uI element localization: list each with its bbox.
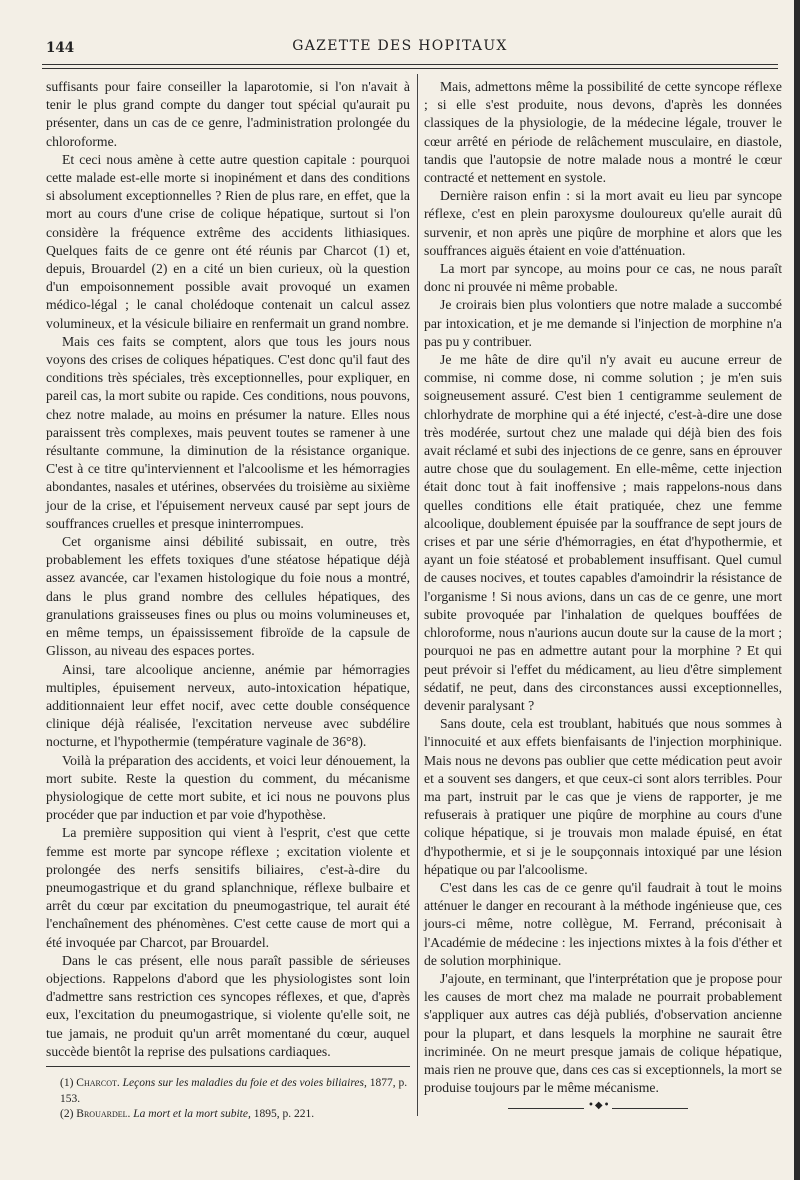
left-column [46,78,410,1061]
right-column [424,78,782,1097]
paragraph: Et ceci nous amène à cette autre question capitale : pourquoi cette malade est-elle morte si inopinément et dans des conditions si absolument exceptionnelles ? Rien de plus rare, en effet, que la mort au cours d'une crise de colique hépatique, surtout si l'on considère la fréquence extrême des accidents lithiasiques. Quelques faits de ce genre ont été réunis par Charcot (1) et, depuis, Brouardel (2) en a cité un bien curieux, où la question d'un empoisonnement possible avait provoqué un examen médico-légal ; le canal cholédoque contenait un calcul assez volumineux, et la vésicule biliaire en renfermait un grand nombre. [46,151,410,331]
paragraph: Sans doute, cela est troublant, habitués que nous sommes à l'innocuité et aux effets bienfaisants de l'injection morphinique. Mais nous ne devons pas oublier que cette médication peut avoir et a souvent ses dangers, et que ceux-ci sont alors terribles. Pour ma part, instruit par le cas que je viens de rapporter, je me refuserais à pratiquer une piqûre de morphine au cours d'une colique hépatique, si je trouvais mon malade épuisé, en état d'hypothermie, et si je le soupçonnais intoxiqué par une lésion hépatique ou par l'alcoolisme. [424,716,782,877]
paragraph: Dans le cas présent, elle nous paraît passible de sérieuses objections. Rappelons d'abord que les physiologistes sont loin d'admettre sans restriction ces syncopes réflexes, et que, d'après eux, l'excitation du pneumogastrique, si violente qu'elle soit, ne tue jamais, ne produit qu'un arrêt momentané du cœur, auquel succède bientôt la reprise des pulsations cardiaques. [46,952,410,1059]
paragraph: Ainsi, tare alcoolique ancienne, anémie par hémorragies multiples, épuisement nerveux, auto-intoxication hépatique, additionnaient leur effet nocif, avec cette double conséquence clinique déjà réalisée, l'excitation nerveuse avec subdélire nocturne, et l'hypothermie (température vaginale de 36°8). [46,661,410,750]
footnote-title: La mort et la mort subite, [133,1108,251,1120]
running-title: GAZETTE DES HOPITAUX [292,38,508,54]
footnote-rest: 1895, p. 221. [253,1108,315,1120]
paragraph: Mais, admettons même la possibilité de cette syncope réflexe ; si elle s'est produite, nous devons, d'après les données classiques de la physiologie, de la médecine légale, trouver le cœur arrêté en période de relâchement musculaire, en diastole, tandis que l'autopsie de notre malade nous a montré le cœur contracté et nettement en systole. [424,79,782,186]
paragraph: Mais ces faits se comptent, alors que tous les jours nous voyons des crises de coliques hépatiques. C'est donc qu'il faut des conditions très spéciales, très exceptionnelles, pour expliquer, en pareil cas, la mort subite ou rapide. Ces conditions, nous pouvons, chez notre malade, au moins en présumer la nature. Elles nous paraissent très complexes, mais peuvent toutes se ramener à une résultante commune, la diminution de la résistance organique. C'est à ce titre qu'interviennent et l'alcoolisme et les hémorragies abondantes, nasales et utérines, observées du troisième au sixième jour de la crise, et l'épuisement nerveux causé par sept jours de souffrances cruelles et presque ininterrompues. [46,333,410,531]
paragraph: Voilà la préparation des accidents, et voici leur dénouement, la mort subite. Reste la question du comment, du mécanisme physiologique de cette mort subite, et ici nous ne pouvons plus procéder que par induction et par voie d'hypothèse. [46,752,410,823]
footnote-1 [60,1076,410,1107]
paragraph: La mort par syncope, au moins pour ce cas, ne nous paraît donc ni prouvée ni même probable. [424,261,782,295]
header-rule-thick [42,64,778,65]
end-ornament [508,1100,688,1114]
footnote-number: (2) [60,1108,74,1120]
paragraph: Dernière raison enfin : si la mort avait eu lieu par syncope réflexe, c'est en plein paroxysme douloureux qu'elle aurait dû survenir, et non après une piqûre de morphine et alors que les souffrances aiguës étaient en voie d'atténuation. [424,188,782,258]
footnote-2 [60,1107,410,1123]
footnotes [60,1076,410,1123]
paragraph: Je croirais bien plus volontiers que notre malade a succombé par intoxication, et je me demande si l'injection de morphine n'a pas pu y contribuer. [424,297,782,349]
paragraph: Cet organisme ainsi débilité subissait, en outre, très probablement les effets toxiques d'une stéatose hépatique déjà assez avancée, car l'examen histologique du foie nous a montré, dans le plus grand nombre des cellules hépatiques, des granulations graisseuses fines ou plus ou moins volumineuses et, en même temps, un épaississement fibroïde de la capsule de Glisson, au niveau des espaces portes. [46,534,410,659]
header-rule-thin [42,68,778,69]
scan-edge [794,0,800,1180]
footnote-author: Brouardel. [76,1108,131,1120]
paragraph: C'est dans les cas de ce genre qu'il faudrait à tout le moins atténuer le danger en recourant à la méthode ingénieuse que, ces jours-ci même, notre collègue, M. Ferrand, préconisait à l'Académie de médecine : les injections mixtes à la fois d'éther et de solution morphinique. [424,879,782,968]
column-divider [417,74,418,1116]
paragraph: La première supposition qui vient à l'esprit, c'est que cette femme est morte par syncope réflexe ; excitation violente et prolongée des nerfs sensitifs biliaires, c'est-à-dire du pneumogastrique et du grand splanchnique, réflexe bulbaire et arrêt du cœur par excitation du pneumogastrique, tel aurait été l'enchaînement des phénomènes. C'est cette cause de mort qui a été invoquée par Charcot, par Brouardel. [46,825,410,950]
footnote-author: Charcot. [76,1077,120,1089]
footnote-rule [46,1066,410,1067]
footnote-rest: 1877, p. 153. [60,1077,408,1105]
footnote-number: (1) [60,1077,74,1089]
paragraph: Je me hâte de dire qu'il n'y avait eu aucune erreur de commise, ni comme dose, ni comme solution ; je m'en suis soigneusement assuré. C'est bien 1 centigramme seulement de chlorhydrate de morphine qui a été injecté, c'est-à-dire une dose très modérée, surtout chez une malade qui déjà bien des fois avait réclamé et subi des injections de ce genre, sans en éprouver autre chose que du soulagement. En elle-même, cette injection était donc tout à fait inoffensive ; mais rappelons-nous dans quelles conditions elle était pratiquée, chez une femme alcoolique, doublement épuisée par la souffrance de sept jours de crises et par une série d'hémorragies, en état d'hypothermie, et ayant un foie stéatosé et probablement insuffisant. Quel cumul de causes nocives, et toutes capables d'amoindrir la résistance de l'organisme ! Si nous avions, dans un cas de ce genre, une mort subite provoquée par l'inhalation de quelques bouffées de chloroforme, nous n'aurions aucun doute sur la cause de la mort ; pourquoi ne pas en admettre autant pour la morphine ? Et qui peut prévoir si l'effet du médicament, au lieu d'être simplement sédatif, ne peut, dans des circonstances aussi exceptionnelles, devenir paralysant ? [424,352,782,713]
ornament-glyphs: •◆• [588,1100,611,1111]
footnote-title: Leçons sur les maladies du foie et des voies biliaires, [122,1077,367,1089]
paragraph: J'ajoute, en terminant, que l'interprétation que je propose pour les causes de mort chez ma malade ne pourrait probablement s'appliquer aux autres cas déjà publiés, d'observation ancienne pour la plupart, et dans lesquels la morphine ne saurait être incriminée. On ne meurt presque jamais de colique hépatique, mais rien ne prouve que, dans ces cas si exceptionnels, la mort se produise toujours par le même mécanisme. [424,970,782,1096]
page-number: 144 [46,40,75,56]
paragraph: suffisants pour faire conseiller la laparotomie, si l'on n'avait à tenir le plus grand compte du danger tout spécial qu'aurait pu présenter, dans un cas de ce genre, l'administration prolongée du chloroforme. [46,79,410,149]
